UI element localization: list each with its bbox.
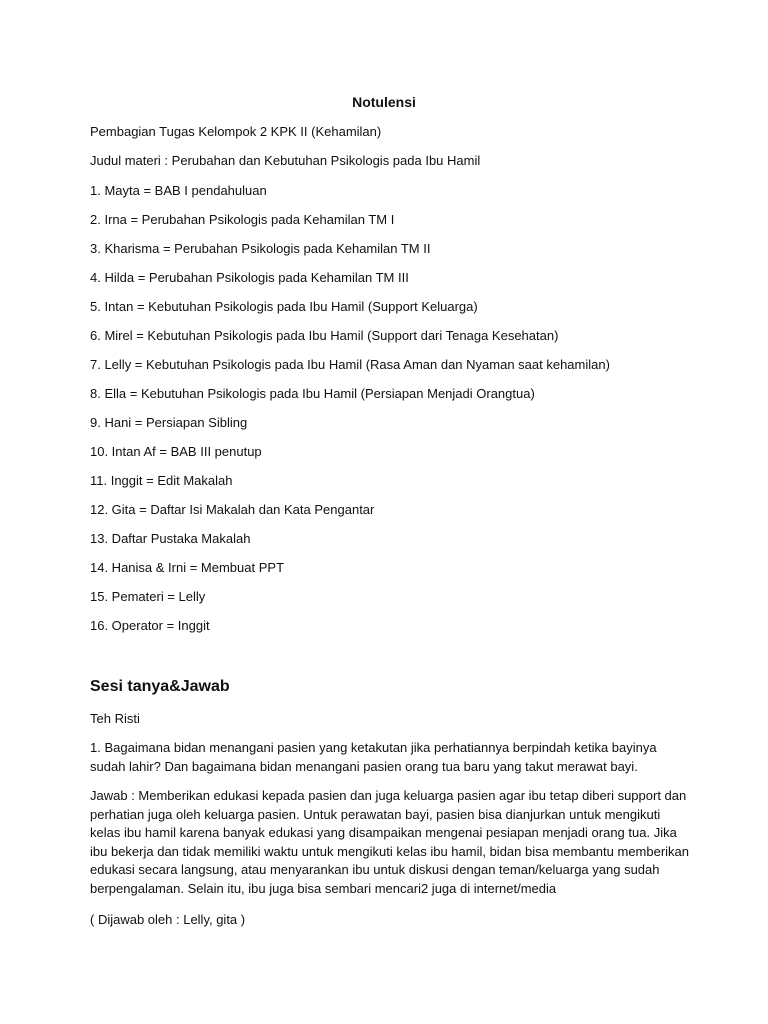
task-item-7: 7. Lelly = Kebutuhan Psikologis pada Ibu Hamil (Rasa Aman dan Nyaman saat kehamilan) [90,357,610,372]
task-item-13: 13. Daftar Pustaka Makalah [90,531,251,546]
task-item-4: 4. Hilda = Perubahan Psikologis pada Kehamilan TM III [90,270,409,285]
task-item-11: 11. Inggit = Edit Makalah [90,473,233,488]
task-item-1: 1. Mayta = BAB I pendahuluan [90,183,267,198]
task-item-9: 9. Hani = Persiapan Sibling [90,415,248,430]
document-subtitle: Pembagian Tugas Kelompok 2 KPK II (Kehamilan) [90,124,382,139]
task-item-2: 2. Irna = Perubahan Psikologis pada Kehamilan TM I [90,212,395,227]
task-item-12: 12. Gita = Daftar Isi Makalah dan Kata Pengantar [90,502,375,517]
answered-by-line: ( Dijawab oleh : Lelly, gita ) [90,912,246,927]
task-item-6: 6. Mirel = Kebutuhan Psikologis pada Ibu Hamil (Support dari Tenaga Kesehatan) [90,328,559,343]
task-item-10: 10. Intan Af = BAB III penutup [90,444,262,459]
task-item-16: 16. Operator = Inggit [90,618,210,633]
task-item-3: 3. Kharisma = Perubahan Psikologis pada Kehamilan TM II [90,241,431,256]
asker-name: Teh Risti [90,711,140,726]
task-item-15: 15. Pemateri = Lelly [90,589,206,604]
question-paragraph: 1. Bagaimana bidan menangani pasien yang ketakutan jika perhatiannya berpindah ketika bayinya sudah lahir? Dan bagaimana bidan menangani pasien orang tua baru yang takut merawat bayi. [90,740,657,774]
document-title: Notulensi [352,94,416,110]
task-item-5: 5. Intan = Kebutuhan Psikologis pada Ibu Hamil (Support Keluarga) [90,299,478,314]
task-item-8: 8. Ella = Kebutuhan Psikologis pada Ibu Hamil (Persiapan Menjadi Orangtua) [90,386,535,401]
answer-paragraph: Jawab : Memberikan edukasi kepada pasien dan juga keluarga pasien agar ibu tetap diberi support dan perhatian juga oleh keluarga pasien. Untuk perawatan bayi, pasien bisa dianjurkan untuk mengikuti kelas ibu hamil karena banyak edukasi yang disampaikan mengenai pesiapan menjadi orang tua. Jika ibu bekerja dan tidak memiliki waktu untuk mengikuti kelas ibu hamil, bidan bisa membantu memberikan edukasi secara langsung, atau menyarankan ibu untuk diskusi dengan teman/keluarga yang sudah berpengalaman. Selain itu, ibu juga bisa sembari mencari2 juga di internet/media [90,788,690,896]
task-item-14: 14. Hanisa & Irni = Membuat PPT [90,560,285,575]
topic-line: Judul materi : Perubahan dan Kebutuhan Psikologis pada Ibu Hamil [90,153,481,168]
qa-section-heading: Sesi tanya&Jawab [90,678,230,695]
